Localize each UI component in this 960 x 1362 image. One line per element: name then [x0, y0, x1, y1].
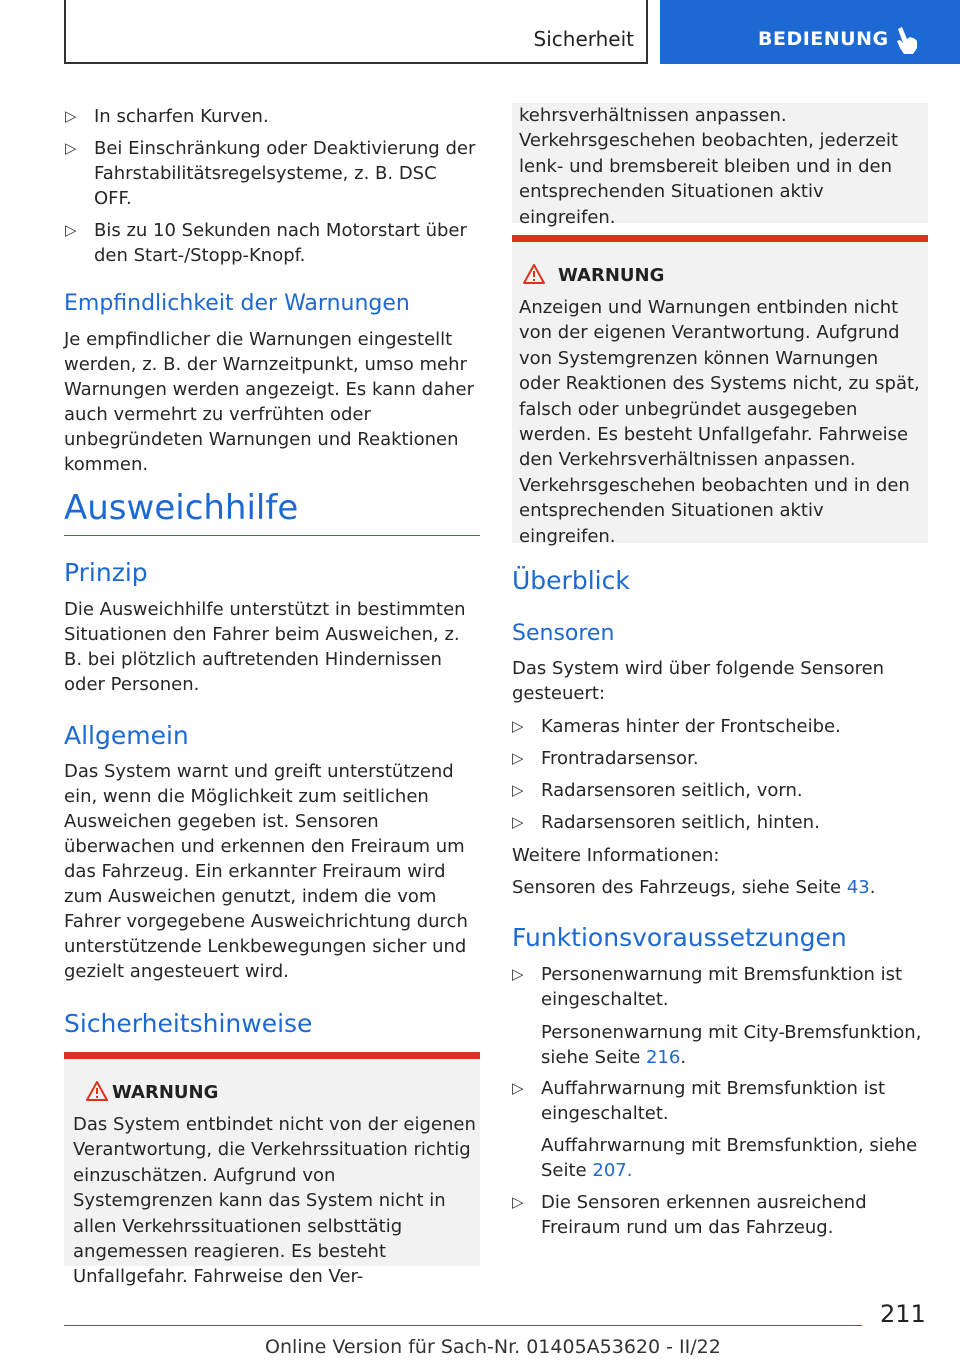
- warning-triangle-icon: [523, 264, 545, 284]
- page-link[interactable]: 216: [646, 1047, 681, 1068]
- list-item: ▷ Auffahrwarnung mit Bremsfunktion ist eingeschaltet.: [512, 1078, 886, 1124]
- heading-allgemein: Allgemein: [64, 721, 189, 750]
- heading-sicherheitshinweise: Sicherheitshinweise: [64, 1009, 313, 1038]
- list-item: ▷ Radarsensoren seitlich, hinten.: [512, 812, 820, 833]
- warning-box-continued: [512, 103, 928, 228]
- list-item: ▷ Die Sensoren erkennen ausreichend Freiraum rund um das Fahrzeug.: [512, 1192, 867, 1238]
- list-item: ▷ In scharfen Kurven.: [65, 106, 269, 127]
- list-item: ▷ Bei Einschränkung oder Deaktivierung der Fahrstabilitätsregelsysteme, z. B. DSC OFF.: [65, 138, 476, 209]
- bullet-triangle-icon: ▷: [512, 813, 524, 831]
- paragraph-prinzip: Die Ausweichhilfe unterstützt in bestimmten Situationen den Fahrer beim Ausweichen, z. B. bei plötzlich auftretenden Hindernissen oder Personen.: [64, 599, 466, 695]
- heading-ausweichhilfe: Ausweichhilfe: [64, 488, 299, 528]
- page-number: 211: [880, 1300, 926, 1328]
- heading-empfindlichkeit: Empfindlichkeit der Warnungen: [64, 291, 410, 316]
- list-item: ▷ Personenwarnung mit Bremsfunktion ist eingeschaltet.: [512, 964, 903, 1010]
- bullet-triangle-icon: ▷: [512, 1193, 524, 1211]
- warning-box: [512, 235, 928, 547]
- heading-ueberblick: Überblick: [512, 566, 630, 595]
- footer-online-version: Online Version für Sach-Nr. 01405A53620 - II/22: [265, 1336, 721, 1358]
- paragraph-empfindlichkeit: Je empfindlicher die Warnungen eingestellt werden, z. B. der Warnzeitpunkt, umso mehr Warnungen werden angezeigt. Es kann daher auch vermehrt zu verfrühten oder unbegründeten Warnungen und Reaktionen kommen.: [64, 329, 475, 475]
- warning-bar: [64, 1052, 480, 1059]
- heading-sensoren: Sensoren: [512, 621, 615, 646]
- bullet-triangle-icon: ▷: [512, 749, 524, 767]
- warning-text: kehrsverhältnissen anpassen. Verkehrsgeschehen beobachten, jederzeit lenk- und bremsbereit bleiben und in den entsprechenden Situationen aktiv eingreifen.: [519, 105, 899, 228]
- list-item: ▷ Frontradarsensor.: [512, 748, 699, 769]
- bullet-triangle-icon: ▷: [512, 781, 524, 799]
- list-item: ▷ Kameras hinter der Frontscheibe.: [512, 716, 841, 737]
- cross-reference: Auffahrwarnung mit Bremsfunktion, siehe Seite 207.: [541, 1135, 918, 1181]
- pointing-hand-icon: [893, 26, 919, 56]
- bullet-triangle-icon: ▷: [65, 221, 77, 239]
- header-chapter-tab: [660, 0, 960, 64]
- header-chapter-label: BEDIENUNG: [758, 28, 889, 50]
- page-link[interactable]: 43: [846, 877, 870, 898]
- warning-title: WARNUNG: [558, 265, 665, 286]
- warning-bar: [512, 235, 928, 242]
- warning-triangle-icon: [86, 1081, 108, 1101]
- bullet-triangle-icon: ▷: [65, 139, 77, 157]
- warning-box: [64, 1052, 480, 1288]
- bullet-triangle-icon: ▷: [512, 717, 524, 735]
- heading-prinzip: Prinzip: [64, 558, 148, 587]
- paragraph-sensoren: Das System wird über folgende Sensoren gesteuert:: [512, 658, 885, 704]
- bullet-triangle-icon: ▷: [512, 1079, 524, 1097]
- warning-title: WARNUNG: [112, 1082, 219, 1103]
- header-section-title: Sicherheit: [533, 27, 634, 51]
- warning-text: Das System entbindet nicht von der eigenen Verantwortung, die Verkehrssituation richtig einzuschätzen. Aufgrund von Systemgrenzen kann das System nicht in allen Verkehrssituationen selbsttätig angemessen reagieren. Es besteht Unfallgefahr. Fahrweise den Ver-: [73, 1114, 476, 1288]
- bullet-triangle-icon: ▷: [512, 965, 524, 983]
- paragraph-allgemein: Das System warnt und greift unterstützend ein, wenn die Möglichkeit zum seitlichen Ausweichen gegeben ist. Sensoren überwachen und erkennen den Freiraum um das Fahrzeug. Ein erkannter Freiraum wird zum Ausweichen genutzt, indem die vom Fahrer vorgegebene Ausweichrichtung durch unterstützende Lenkbewegungen sicher und gezielt angesteuert wird.: [64, 761, 468, 982]
- heading-rule: [64, 535, 480, 536]
- list-item: ▷ Radarsensoren seitlich, vorn.: [512, 780, 803, 801]
- warning-text: Anzeigen und Warnungen entbinden nicht von der eigenen Verantwortung. Aufgrund von Systemgrenzen können Warnungen oder Reaktionen des Systems nicht, zu spät, falsch oder unbegründet ausgegeben werden. Es besteht Unfallgefahr. Fahrweise den Verkehrsverhältnissen anpassen. Verkehrsgeschehen beobachten und in den entsprechenden Situationen aktiv eingreifen.: [519, 297, 920, 547]
- bullet-triangle-icon: ▷: [65, 107, 77, 125]
- paragraph-weitere: Weitere Informationen:: [512, 845, 720, 866]
- heading-funktionsvoraussetzungen: Funktionsvoraussetzungen: [512, 923, 847, 952]
- cross-reference: Personenwarnung mit City-Bremsfunktion, siehe Seite 216.: [541, 1022, 922, 1068]
- footer-rule: [64, 1325, 862, 1326]
- list-item: ▷ Bis zu 10 Sekunden nach Motorstart über den Start-/Stopp-Knopf.: [65, 220, 467, 266]
- page-link[interactable]: 207: [592, 1160, 627, 1181]
- cross-reference: Sensoren des Fahrzeugs, siehe Seite 43.: [512, 877, 876, 898]
